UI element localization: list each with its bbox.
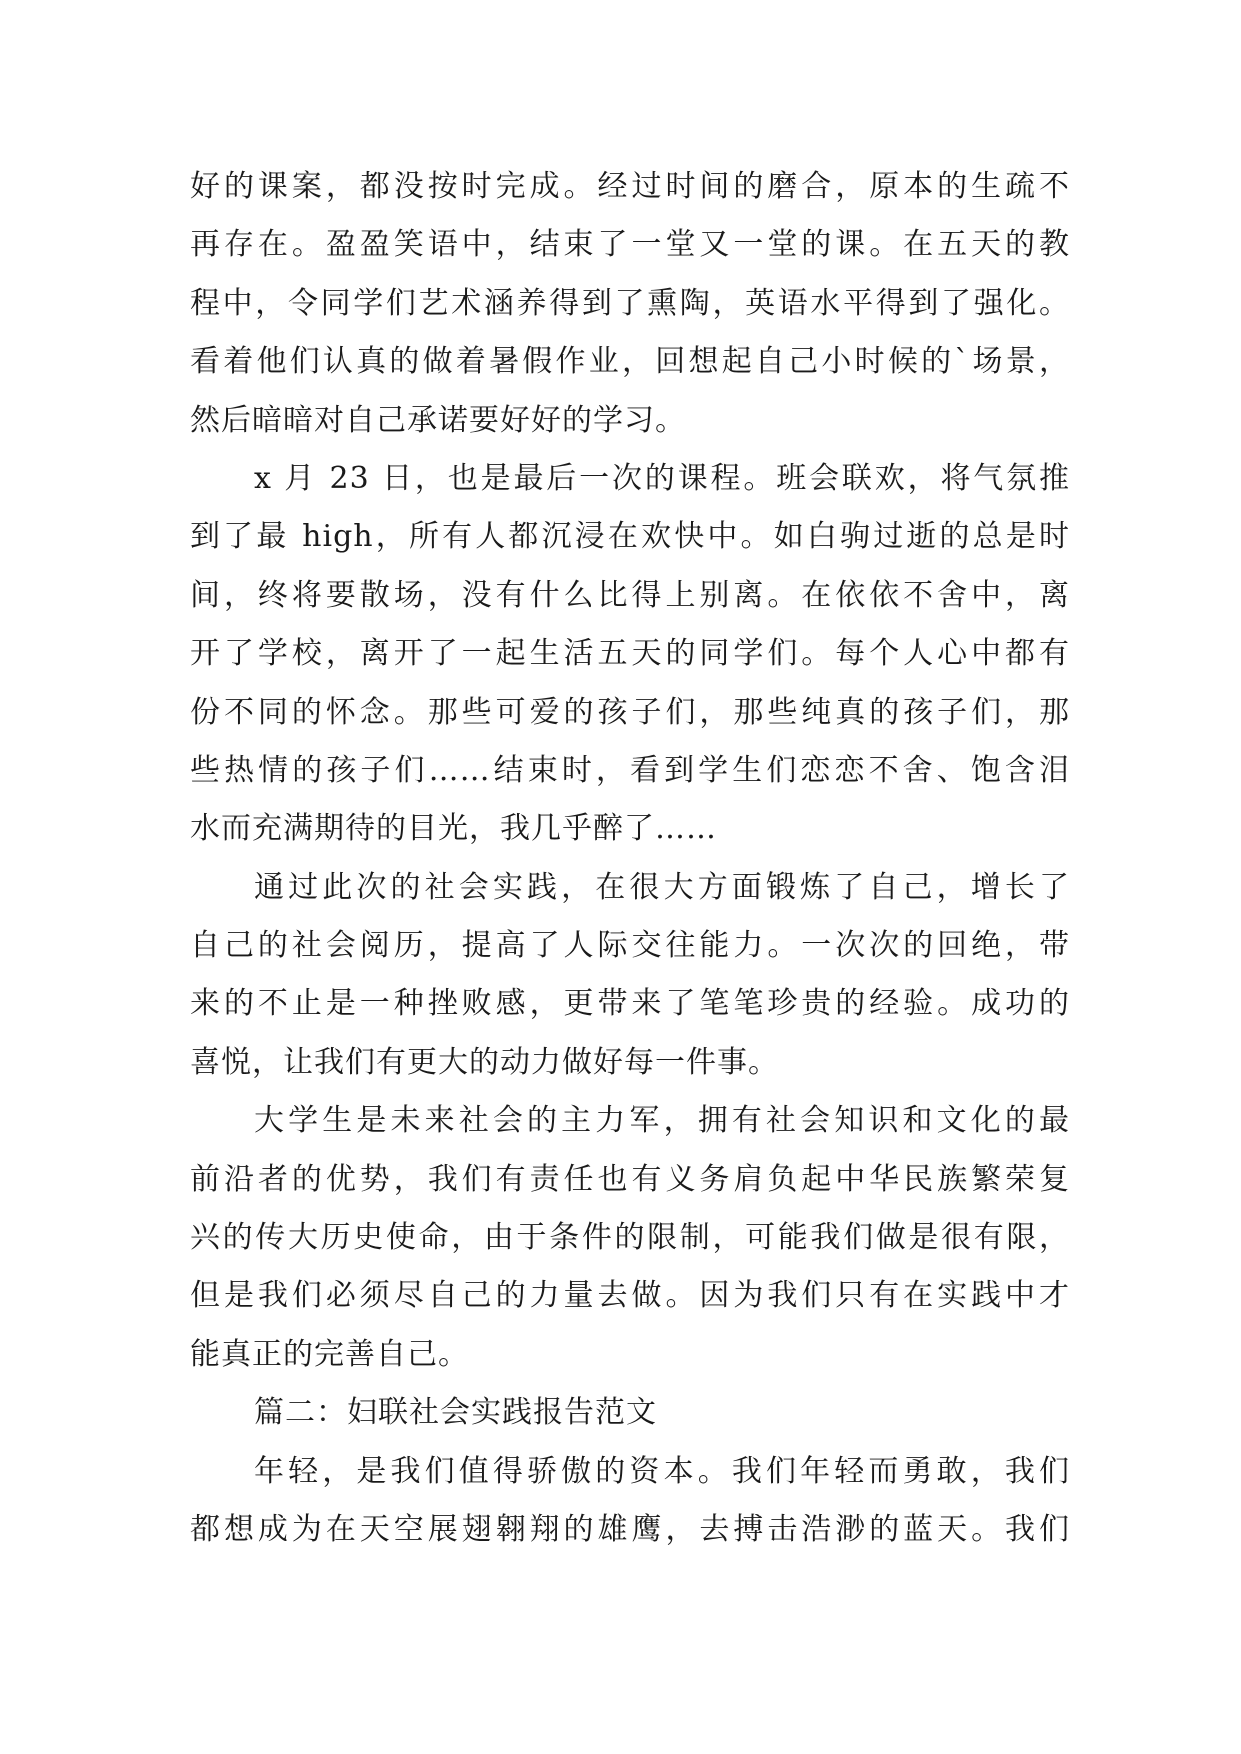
text-line: 兴的传大历史使命，由于条件的限制，可能我们做是很有限，	[190, 1220, 1070, 1256]
text-line: 篇二：妇联社会实践报告范文	[254, 1395, 657, 1431]
text-line: 然后暗暗对自己承诺要好好的学习。	[190, 402, 686, 438]
text-line: 大学生是未来社会的主力军，拥有社会知识和文化的最	[254, 1103, 1070, 1139]
text-line: 开了学校，离开了一起生活五天的同学们。每个人心中都有	[190, 636, 1070, 672]
text-line: 到了最 high，所有人都沉浸在欢快中。如白驹过逝的总是时	[190, 519, 1070, 555]
text-line: 能真正的完善自己。	[190, 1336, 469, 1372]
text-line: 些热情的孩子们……结束时，看到学生们恋恋不舍、饱含泪	[190, 752, 1070, 788]
text-line: 但是我们必须尽自己的力量去做。因为我们只有在实践中才	[190, 1278, 1070, 1314]
text-line: 通过此次的社会实践，在很大方面锻炼了自己，增长了	[254, 869, 1070, 905]
text-line: 间，终将要散场，没有什么比得上别离。在依依不舍中，离	[190, 577, 1070, 613]
text-line: 年轻，是我们值得骄傲的资本。我们年轻而勇敢，我们	[254, 1453, 1070, 1489]
text-line: 份不同的怀念。那些可爱的孩子们，那些纯真的孩子们，那	[190, 694, 1070, 730]
text-line: 再存在。盈盈笑语中，结束了一堂又一堂的课。在五天的教	[190, 227, 1070, 263]
text-line: 自己的社会阅历，提高了人际交往能力。一次次的回绝，带	[190, 928, 1070, 964]
text-line: 好的课案，都没按时完成。经过时间的磨合，原本的生疏不	[190, 169, 1070, 204]
text-line: 前沿者的优势，我们有责任也有义务肩负起中华民族繁荣复	[190, 1161, 1070, 1197]
text-line: 都想成为在天空展翅翱翔的雄鹰，去搏击浩渺的蓝天。我们	[190, 1511, 1070, 1547]
body-text	[190, 158, 1070, 1559]
text-line: 水而充满期待的目光，我几乎醉了……	[190, 811, 717, 847]
text-line: 程中，令同学们艺术涵养得到了熏陶，英语水平得到了强化。	[190, 285, 1070, 321]
text-line: 来的不止是一种挫败感，更带来了笔笔珍贵的经验。成功的	[190, 986, 1070, 1022]
text-line: x 月 23 日，也是最后一次的课程。班会联欢，将气氛推	[254, 460, 1070, 496]
text-line: 喜悦，让我们有更大的动力做好每一件事。	[190, 1044, 779, 1080]
text-line: 看着他们认真的做着暑假作业，回想起自己小时候的`场景，	[190, 344, 1070, 380]
